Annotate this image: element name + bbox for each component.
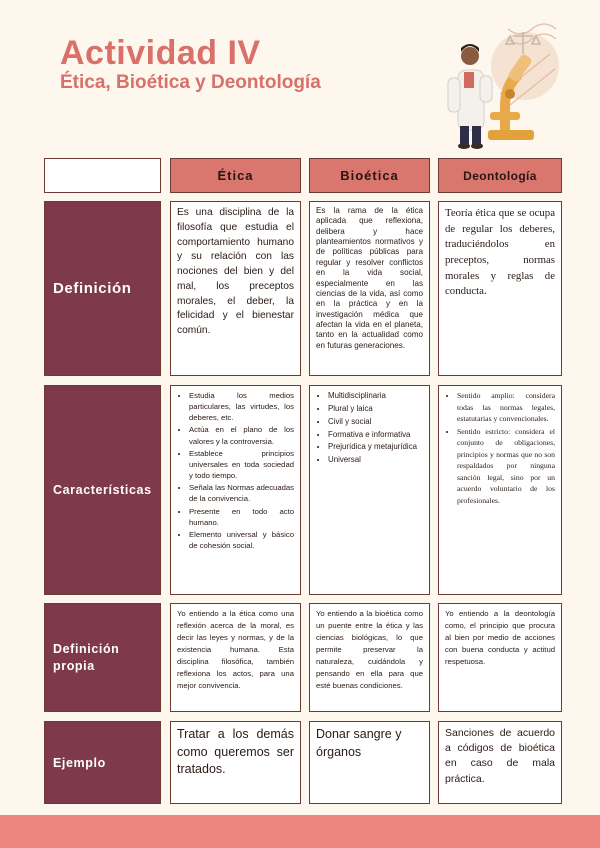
definicion-bioetica-cell: Es la rama de la ética aplicada que reflexiona, delibera y hace planteamientos normativos y de políticas públicas para regular y resolver conflictos en la vida social, especialmente en las ciencias de la vida, así como en la práctica y en la investigación médica que afectan la vida en el planeta, tanto en la actualidad como en futuras generaciones. bbox=[309, 201, 430, 376]
caracteristicas-etica-list bbox=[177, 390, 294, 551]
caracteristicas-bioetica-list bbox=[316, 390, 423, 466]
row-label-definicion: Definición bbox=[44, 201, 161, 376]
caracteristicas-deontologia-list bbox=[445, 390, 555, 506]
scientist-with-microscope-icon bbox=[430, 14, 560, 150]
list-item: • Formativa e informativa bbox=[328, 429, 423, 441]
propia-deontologia-cell: Yo entiendo a la deontología como, el principio que procura al bien por medio de acciones con buena conducta y actitud respetuosa. bbox=[438, 603, 562, 712]
footer-band bbox=[0, 815, 600, 848]
row-label-ejemplo: Ejemplo bbox=[44, 721, 161, 804]
list-item: • Estudia los medios particulares, las virtudes, los deberes, etc. bbox=[189, 390, 294, 423]
list-item: • Prejurídica y metajurídica bbox=[328, 441, 423, 453]
list-item: • Establece principios universales en toda sociedad y todo tiempo. bbox=[189, 448, 294, 481]
row-label-definicion-propia: Definición propia bbox=[44, 603, 161, 712]
page-title: Actividad IV bbox=[60, 34, 261, 72]
list-item: • Civil y social bbox=[328, 416, 423, 428]
list-item: • Sentido estricto: considera el conjunto de obligaciones, principios y normas que no son respaldados por ninguna sanción legal, sino por un acuerdo voluntario de los profesionales. bbox=[457, 426, 555, 507]
definicion-etica-cell: Es una disciplina de la filosofía que estudia el comportamiento humano y su relación con las nociones del bien y del mal, los preceptos morales, el deber, la felicidad y el bienestar común. bbox=[170, 201, 301, 376]
page-subtitle: Ética, Bioética y Deontología bbox=[60, 72, 321, 93]
column-header-etica: Ética bbox=[170, 158, 301, 193]
list-item: • Sentido amplio: considera todas las normas legales, estatutarias y convencionales. bbox=[457, 390, 555, 425]
list-item: • Multidisciplinaria bbox=[328, 390, 423, 402]
row-label-caracteristicas: Características bbox=[44, 385, 161, 595]
list-item: • Plural y laica bbox=[328, 403, 423, 415]
propia-etica-cell: Yo entiendo a la ética como una reflexión acerca de la moral, es decir las leyes y normas, y de la existencia humana. Esta disciplina filosófica, también reflexiona los actos, para una mejor convivencia. bbox=[170, 603, 301, 712]
ejemplo-etica-cell: Tratar a los demás como queremos ser tratados. bbox=[170, 721, 301, 804]
column-header-bioetica: Bioética bbox=[309, 158, 430, 193]
column-header-deontologia: Deontología bbox=[438, 158, 562, 193]
definicion-deontologia-cell: Teoría ética que se ocupa de regular los deberes, traduciéndolos en preceptos, normas morales y reglas de conducta. bbox=[438, 201, 562, 376]
list-item: • Actúa en el plano de los valores y la controversia. bbox=[189, 424, 294, 446]
caracteristicas-etica-cell bbox=[170, 385, 301, 595]
list-item: • Presente en todo acto humano. bbox=[189, 506, 294, 528]
list-item: • Señala las Normas adecuadas de la convivencia. bbox=[189, 482, 294, 504]
list-item: • Universal bbox=[328, 454, 423, 466]
caracteristicas-bioetica-cell bbox=[309, 385, 430, 595]
list-item: • Elemento universal y básico de cohesión social. bbox=[189, 529, 294, 551]
propia-bioetica-cell: Yo entiendo a la bioética como un puente entre la ética y las ciencias biológicas, lo que permite preservar la naturaleza, cuidándola y pensando en ella para que esté buenas condiciones. bbox=[309, 603, 430, 712]
ejemplo-deontologia-cell: Sanciones de acuerdo a códigos de bioética en caso de mala práctica. bbox=[438, 721, 562, 804]
caracteristicas-deontologia-cell bbox=[438, 385, 562, 595]
ejemplo-bioetica-cell: Donar sangre y órganos bbox=[309, 721, 430, 804]
header-blank-cell bbox=[44, 158, 161, 193]
